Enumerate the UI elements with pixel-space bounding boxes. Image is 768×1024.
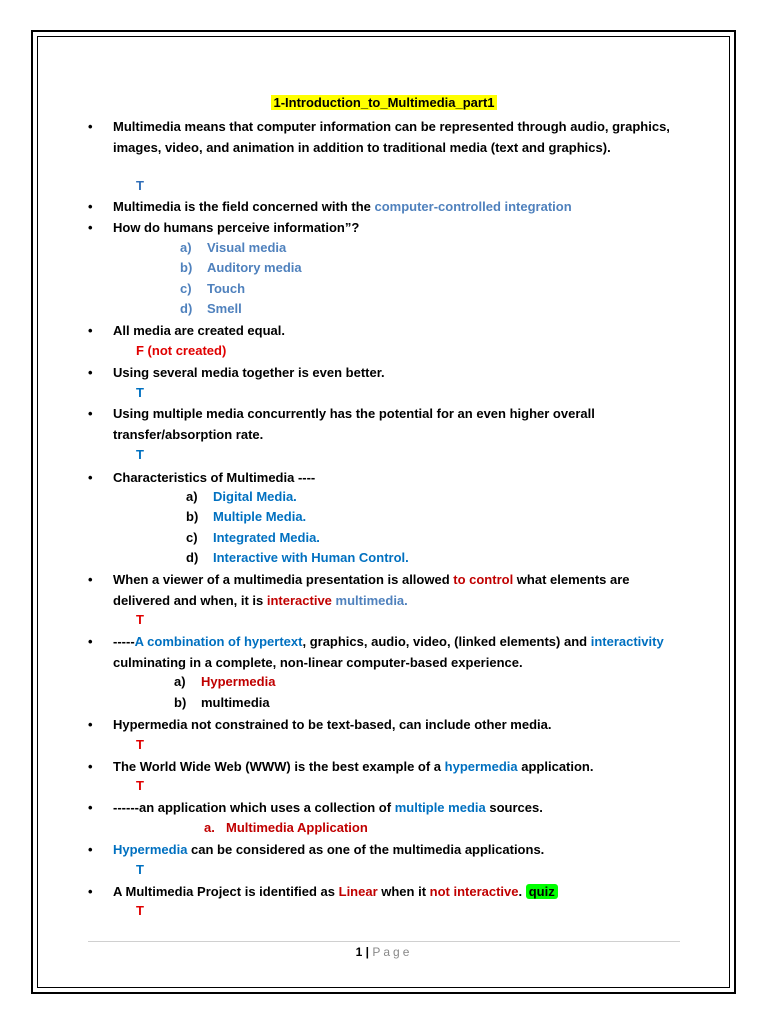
question-7: • Characteristics of Multimedia ---- (88, 467, 688, 488)
q3-option-d: d) Smell (180, 301, 242, 316)
bullet-icon: • (88, 365, 93, 380)
question-2: • Multimedia is the field concerned with the computer-controlled integration (88, 196, 688, 217)
answer-13: T (136, 862, 144, 877)
question-6: • Using multiple media concurrently has the potential for an even higher overall transfer/absorption rate. (88, 403, 688, 445)
answer-10: T (136, 737, 144, 752)
question-14: • A Multimedia Project is identified as Linear when it not interactive. quiz (88, 881, 688, 902)
answer-8: T (136, 612, 144, 627)
q3-option-b: b) Auditory media (180, 260, 302, 275)
q3-option-a: a) Visual media (180, 240, 287, 255)
question-10: • Hypermedia not constrained to be text-based, can include other media. (88, 714, 688, 735)
answer-14: T (136, 903, 144, 918)
q9-option-a: a) Hypermedia (174, 674, 276, 689)
question-1: • Multimedia means that computer information can be represented through audio, graphics, images, video, and animation in addition to traditional media (text and graphics). (88, 116, 688, 158)
question-9: • -----A combination of hypertext, graphics, audio, video, (linked elements) and interactivity culminating in a complete, non-linear computer-based experience. (88, 631, 688, 673)
question-11: • The World Wide Web (WWW) is the best example of a hypermedia application. (88, 756, 688, 777)
bullet-icon: • (88, 842, 93, 857)
bullet-icon: • (88, 634, 93, 649)
q7-option-c: c) Integrated Media. (186, 530, 320, 545)
q3-option-c: c) Touch (180, 281, 246, 296)
answer-4: F (not created) (136, 343, 227, 358)
question-4: • All media are created equal. (88, 320, 688, 341)
bullet-icon: • (88, 884, 93, 899)
answer-1: T (136, 178, 144, 193)
question-13: • Hypermedia can be considered as one of the multimedia applications. (88, 839, 688, 860)
bullet-icon: • (88, 717, 93, 732)
q9-option-b: b) multimedia (174, 695, 270, 710)
q12-option-a: a. Multimedia Application (204, 820, 368, 835)
question-5: • Using several media together is even better. (88, 362, 688, 383)
question-8: • When a viewer of a multimedia presentation is allowed to control what elements are delivered and when, it is interactive multimedia. (88, 569, 688, 611)
footer-divider (88, 941, 680, 942)
answer-5: T (136, 385, 144, 400)
question-12: • ------an application which uses a collection of multiple media sources. (88, 797, 688, 818)
bullet-icon: • (88, 119, 93, 134)
bullet-icon: • (88, 800, 93, 815)
page-footer: 1 | Page (355, 945, 413, 959)
bullet-icon: • (88, 323, 93, 338)
q7-option-d: d) Interactive with Human Control. (186, 550, 409, 565)
bullet-icon: • (88, 470, 93, 485)
bullet-icon: • (88, 199, 93, 214)
bullet-icon: • (88, 406, 93, 421)
q7-option-a: a) Digital Media. (186, 489, 297, 504)
bullet-icon: • (88, 572, 93, 587)
question-3: • How do humans perceive information”? (88, 217, 688, 238)
answer-11: T (136, 778, 144, 793)
quiz-tag: quiz (526, 884, 558, 899)
page-title: 1-Introduction_to_Multimedia_part1 (273, 95, 495, 110)
q7-option-b: b) Multiple Media. (186, 509, 307, 524)
bullet-icon: • (88, 759, 93, 774)
bullet-icon: • (88, 220, 93, 235)
answer-6: T (136, 447, 144, 462)
